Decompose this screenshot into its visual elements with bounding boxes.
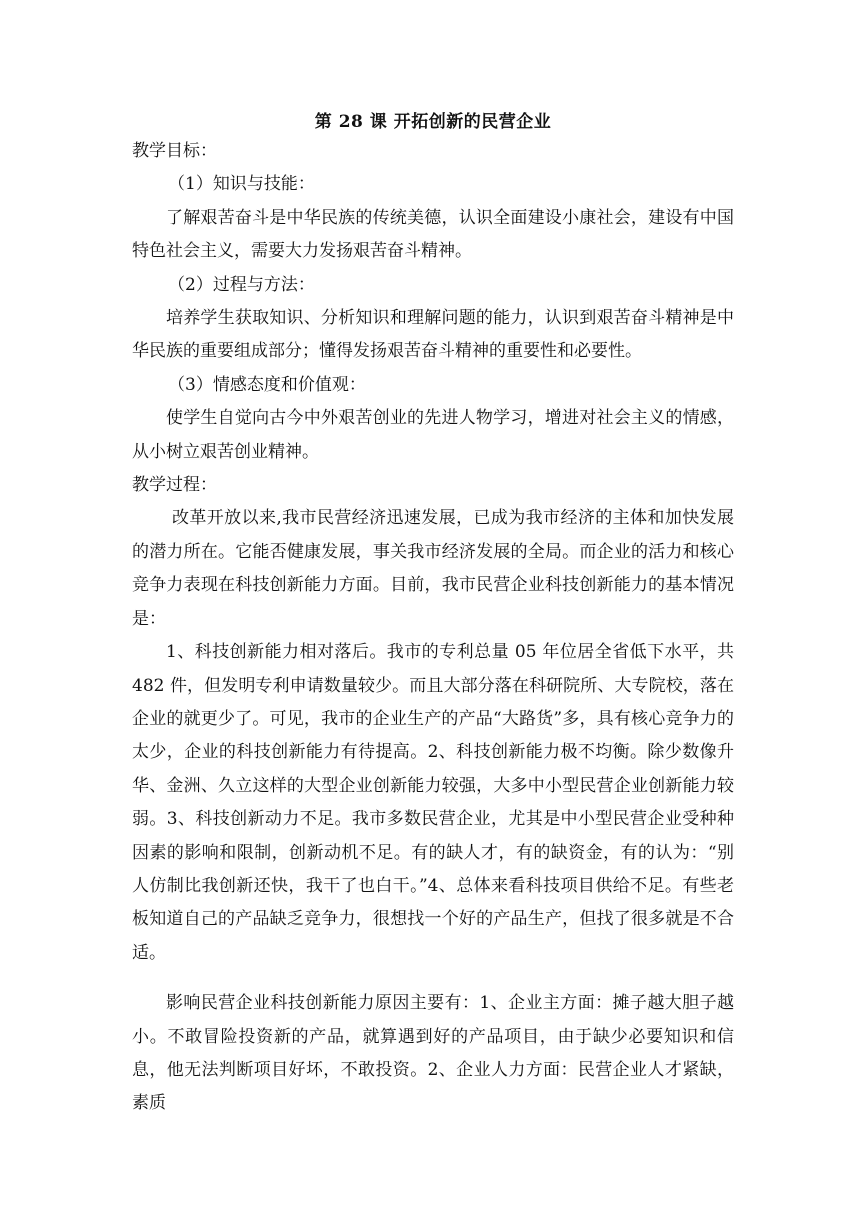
- document-title: 第 28 课 开拓创新的民营企业: [314, 112, 552, 132]
- section-text-values: 使学生自觉向古今中外艰苦创业的先进人物学习，增进对社会主义的情感，从小树立艰苦创业精神。: [132, 408, 734, 462]
- section-text-knowledge: 了解艰苦奋斗是中华民族的传统美德，认识全面建设小康社会，建设有中国特色社会主义，需要大力发扬艰苦奋斗精神。: [132, 207, 734, 262]
- paragraph-causes: 影响民营企业科技创新能力原因主要有：1、企业主方面：摊子越大胆子越小。不敢冒险投资新的产品，就算遇到好的产品项目，由于缺少必要知识和信息，他无法判断项目好坏，不敢投资。2、企业人力方面：民营企业人才紧缺，素质: [132, 993, 734, 1114]
- section-heading-values: （3）情感态度和价值观：: [168, 374, 366, 395]
- paragraph-situation: 1、科技创新能力相对落后。我市的专利总量 05 年位居全省低下水平，共 482 件，但发明专利申请数量较少。而且大部分落在科研院所、大专院校，落在企业的就更少了。可见，我市的企业生产的产品“大路货”多，具有核心竞争力的太少，企业的科技创新能力有待提高。2、科技创新能力极不均衡。除少数像升华、金洲、久立这样的大型企业创新能力较强，大多中小型民营企业创新能力较弱。3、科技创新动力不足。我市多数民营企业，尤其是中小型民营企业受种种因素的影响和限制，创新动机不足。有的缺人才，有的缺资金，有的认为：“别人仿制比我创新还快，我干了也白干。”4、总体来看科技项目供给不足。有些老板知道自己的产品缺乏竞争力，很想找一个好的产品生产，但找了很多就是不合适。: [132, 642, 734, 963]
- document-body: [132, 109, 734, 1121]
- section-text-process: 培养学生获取知识、分析知识和理解问题的能力，认识到艰苦奋斗精神是中华民族的重要组成部分；懂得发扬艰苦奋斗精神的重要性和必要性。: [132, 308, 734, 362]
- section-heading-knowledge: （1）知识与技能：: [168, 174, 315, 195]
- objectives-label: 教学目标：: [132, 141, 217, 161]
- paragraph-overview: 改革开放以来,我市民营经济迅速发展，已成为我市经济的主体和加快发展的潜力所在。它能否健康发展，事关我市经济发展的全局。而企业的活力和核心竞争力表现在科技创新能力方面。目前，我市民营企业科技创新能力的基本情况是：: [132, 508, 734, 629]
- process-label: 教学过程：: [132, 475, 217, 496]
- section-heading-process: （2）过程与方法：: [168, 274, 315, 295]
